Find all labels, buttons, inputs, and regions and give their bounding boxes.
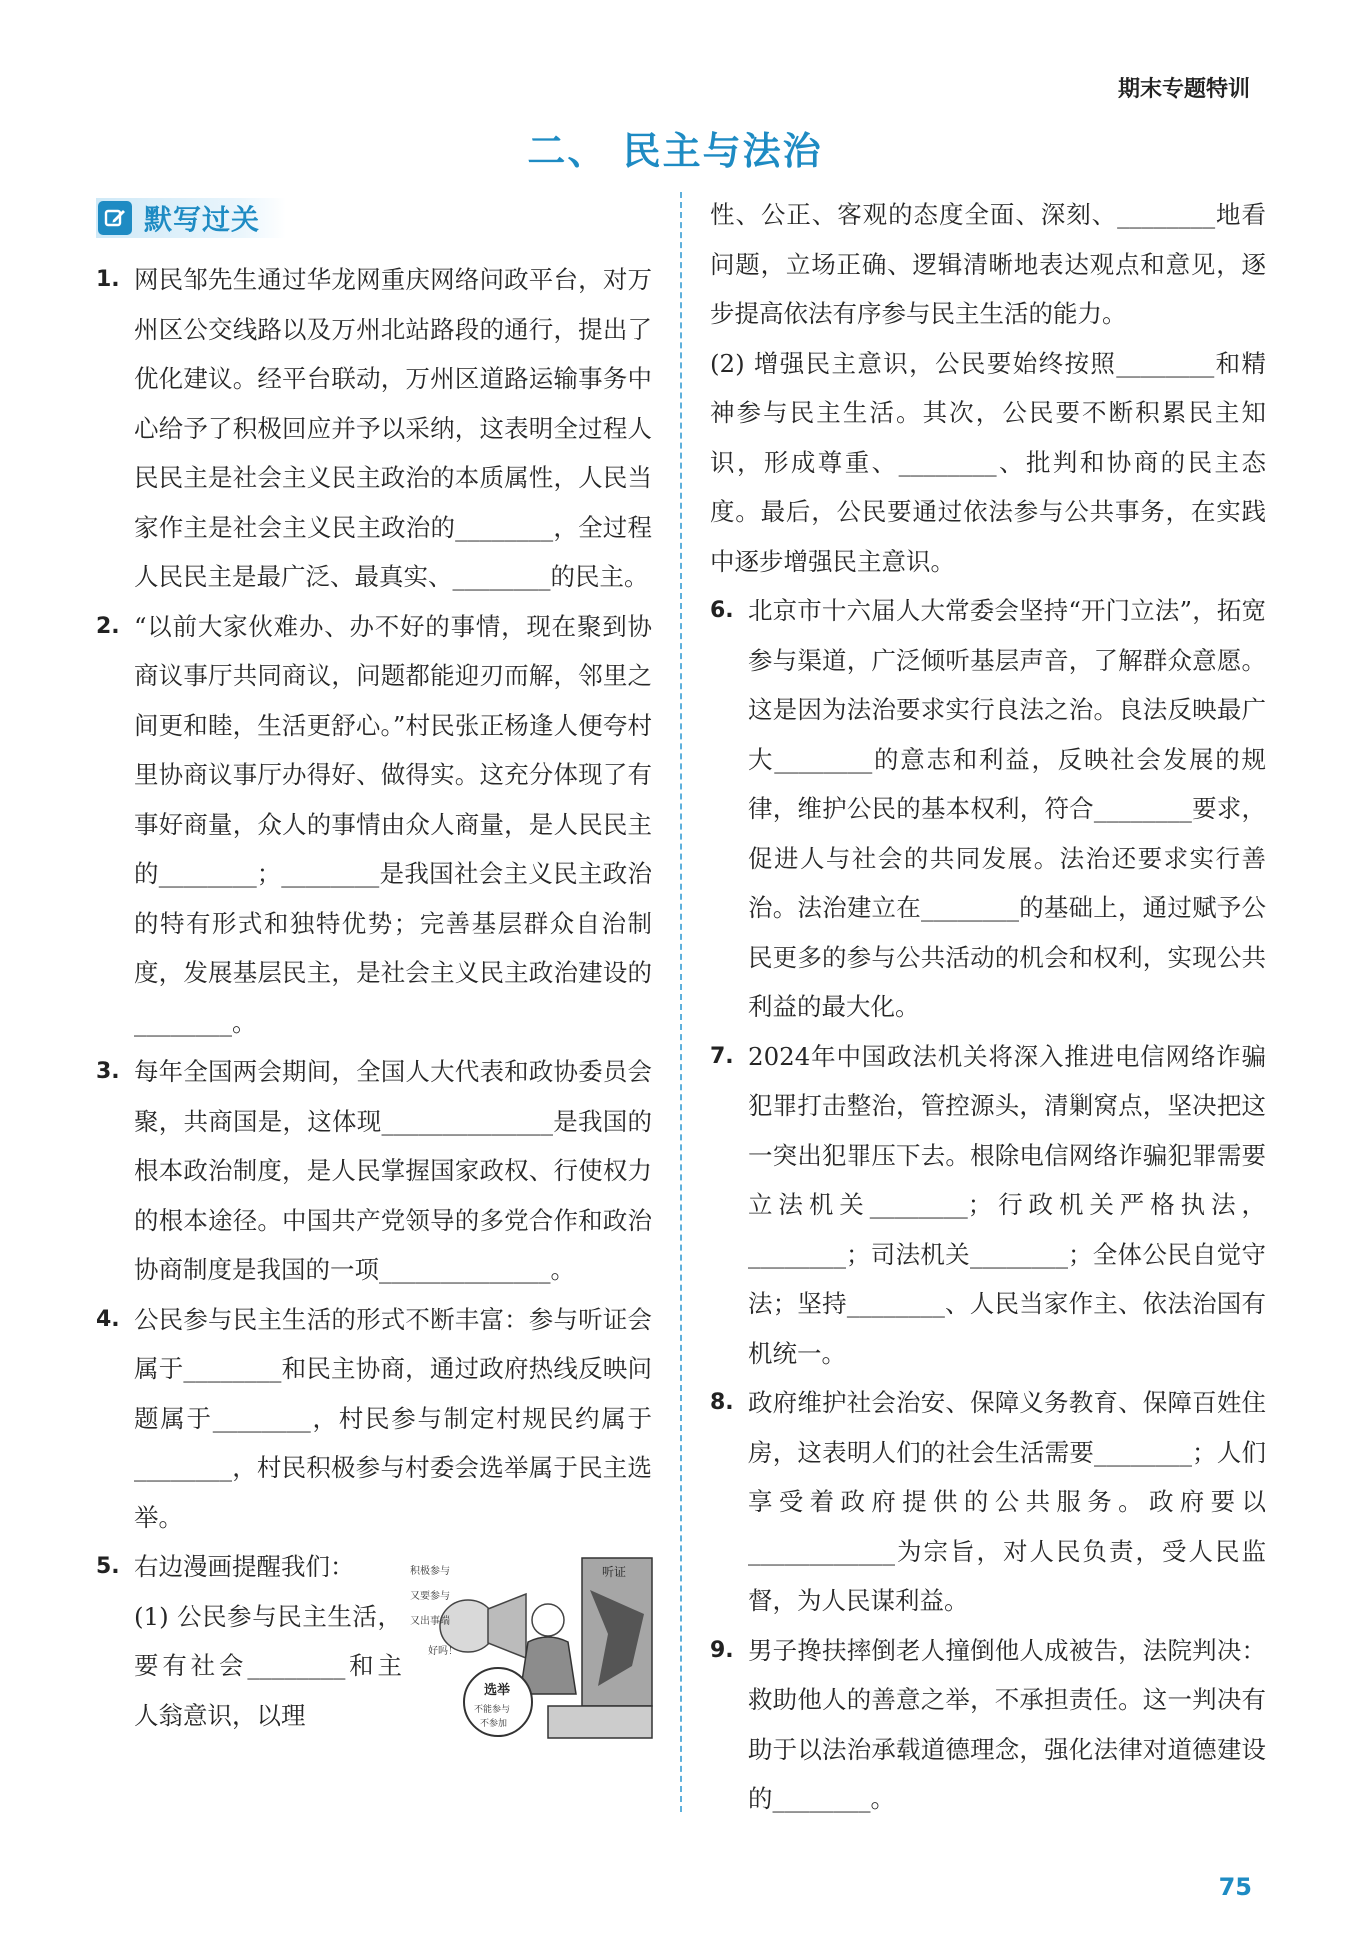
person-head <box>532 1604 564 1636</box>
question-text: 右边漫画提醒我们： <box>134 1552 355 1581</box>
question-5 <box>96 1542 652 1742</box>
question-3 <box>96 1047 652 1295</box>
question-text: 2024年中国政法机关将深入推进电信网络诈骗犯罪打击整治，管控源头，清剿窝点，坚决把这一突出犯罪压下去。根除电信网络诈骗犯罪需要立法机关________；行政机关严格执法，________；司法机关________；全体公民自觉守法；坚持________、人民当家作主、依法治国有机统一。 <box>748 1041 1266 1368</box>
question-number: 6. <box>710 598 734 623</box>
question-text: “以前大家伙难办、办不好的事情，现在聚到协商议事厅共同商议，问题都能迎刃而解，邻里之间更和睦，生活更舒心。”村民张正杨逢人便夸村里协商议事厅办得好、做得实。这充分体现了有事好商量，众人的事情由众人商量，是人民民主的________；________是我国社会主义民主政治的特有形式和独特优势；完善基层群众自治制度，发展基层民主，是社会主义民主政治建设的________。 <box>134 611 652 1037</box>
question-number: 2. <box>96 613 120 639</box>
section-label: 默写过关 <box>144 203 261 236</box>
header-section-label: 期末专题特训 <box>1117 77 1250 102</box>
question-number: 9. <box>710 1637 734 1663</box>
cartoon-bubble-3: 又出事端 <box>410 1616 450 1627</box>
cartoon-sign-1: 选举 <box>484 1683 511 1698</box>
question-subtext: (1) 公民参与民主生活，要有社会________和主人翁意识，以理 <box>134 1601 402 1730</box>
cartoon-board-label: 听证 <box>602 1565 627 1579</box>
question-8 <box>710 1378 1266 1626</box>
pencil-edit-icon <box>98 201 132 235</box>
column-divider <box>680 192 682 1812</box>
question-text: 网民邹先生通过华龙网重庆网络问政平台，对万州区公交线路以及万州北站路段的通行，提出了优化建议。经平台联动，万州区道路运输事务中心给予了积极回应并予以采纳，这表明全过程人民民主是社会主义民主政治的本质属性，人民当家作主是社会主义民主政治的________，全过程人民民主是最广泛、最真实、________的民主。 <box>134 265 652 591</box>
question-text: 男子搀扶摔倒老人撞倒他人成被告，法院判决：救助他人的善意之举，不承担责任。这一判决有助于以法治承载道德理念，强化法律对道德建设的________。 <box>748 1635 1266 1813</box>
cartoon-bubble-2: 又要参与 <box>410 1591 450 1602</box>
section-badge <box>96 198 286 238</box>
question-text: 公民参与民主生活的形式不断丰富：参与听证会属于________和民主协商，通过政府热线反映问题属于________，村民参与制定村规民约属于________，村民积极参与村委会选举属于民主选举。 <box>134 1304 652 1532</box>
question-5-continuation-1: 性、公正、客观的态度全面、深刻、________地看问题，立场正确、逻辑清晰地表达观点和意见，逐步提高依法有序参与民主生活的能力。 <box>710 200 1266 328</box>
question-text: 每年全国两会期间，全国人大代表和政协委员会聚，共商国是，这体现______________是我国的根本政治制度，是人民掌握国家政权、行使权力的根本途径。中国共产党领导的多党合作和政治协商制度是我国的一项______________。 <box>134 1057 652 1284</box>
page-number: 75 <box>1218 1873 1252 1901</box>
question-1 <box>96 255 652 602</box>
question-number: 4. <box>96 1306 120 1332</box>
question-number: 1. <box>96 267 120 292</box>
monitor-stand <box>548 1706 652 1738</box>
question-number: 7. <box>710 1043 734 1069</box>
cartoon-bubble-1: 积极参与 <box>410 1566 450 1577</box>
question-4 <box>96 1295 652 1543</box>
question-5-continuation-2: (2) 增强民主意识，公民要始终按照________和精神参与民主生活。其次，公民要不断积累民主知识，形成尊重、________、批判和协商的民主态度。最后，公民要通过依法参与公共事务，在实践中逐步增强民主意识。 <box>710 348 1266 576</box>
question-text: 政府维护社会治安、保障义务教育、保障百姓住房，这表明人们的社会生活需要________；人们享受着政府提供的公共服务。政府要以____________为宗旨，对人民负责，受人民监督，为人民谋利益。 <box>748 1388 1266 1615</box>
question-7 <box>710 1032 1266 1379</box>
question-number: 5. <box>96 1554 120 1579</box>
right-column <box>710 190 1266 1824</box>
cartoon-bubble-4: 好吗！ <box>428 1646 458 1657</box>
page-title: 二、 民主与法治 <box>527 129 823 173</box>
question-text: 北京市十六届人大常委会坚持“开门立法”，拓宽参与渠道，广泛倾听基层声音，了解群众意愿。这是因为法治要求实行良法之治。良法反映最广大________的意志和利益，反映社会发展的规律，维护公民的基本权利，符合________要求，促进人与社会的共同发展。法治还要求实行善治。法治建立在________的基础上，通过赋予公民更多的参与公共活动的机会和权利，实现公共利益的最大化。 <box>748 596 1266 1021</box>
left-column <box>96 255 652 1742</box>
cartoon-sign-2: 不能参与 <box>474 1705 511 1715</box>
question-6 <box>710 586 1266 1032</box>
question-number: 3. <box>96 1059 120 1084</box>
question-9 <box>710 1626 1266 1824</box>
cartoon-illustration <box>408 1554 658 1744</box>
cartoon-sign-3: 不参加 <box>480 1719 508 1729</box>
question-2 <box>96 602 652 1048</box>
question-number: 8. <box>710 1390 734 1415</box>
